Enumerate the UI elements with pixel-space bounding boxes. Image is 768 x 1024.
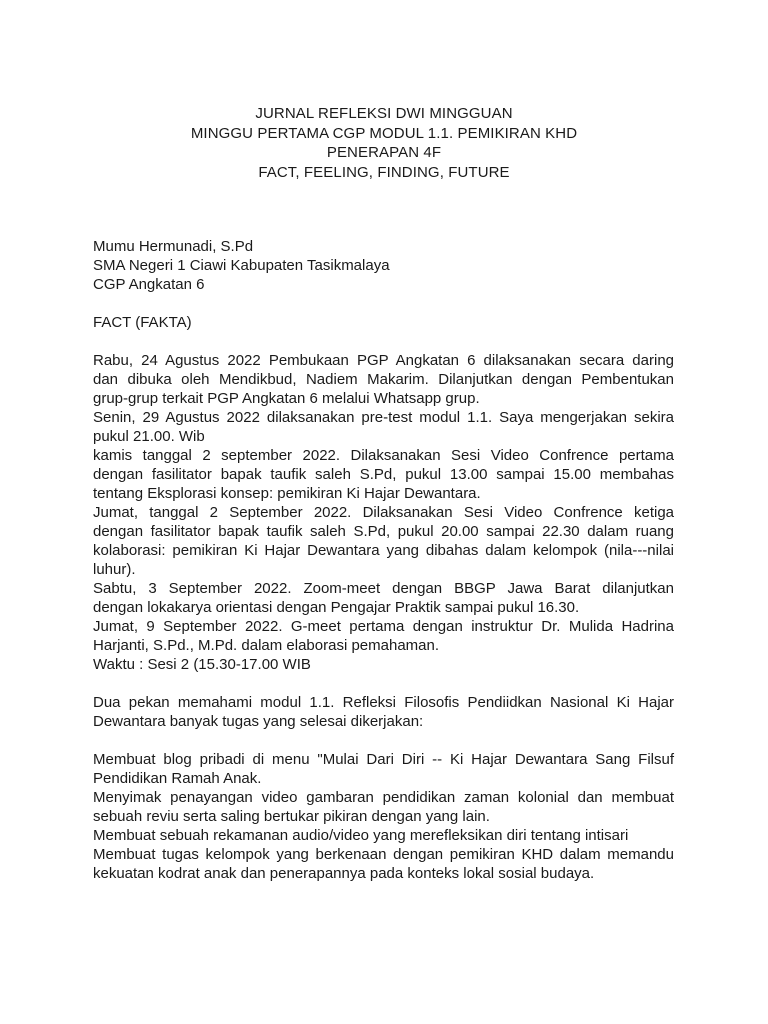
- title-line: JURNAL REFLEKSI DWI MINGGUAN: [255, 105, 513, 122]
- task-line: Membuat blog pribadi di menu "Mulai Dari Diri -- Ki Hajar Dewantara Sang Filsuf: [93, 751, 674, 768]
- fact-line: dan dibuka oleh Mendikbud, Nadiem Makarim. Dilanjutkan dengan Pembentukan: [93, 371, 674, 388]
- author-school: SMA Negeri 1 Ciawi Kabupaten Tasikmalaya: [93, 257, 390, 274]
- fact-line: tentang Eksplorasi konsep: pemikiran Ki Hajar Dewantara.: [93, 485, 481, 502]
- title-line: MINGGU PERTAMA CGP MODUL 1.1. PEMIKIRAN KHD: [190, 124, 578, 142]
- spacer: [93, 674, 674, 693]
- fact-line: luhur).: [93, 561, 136, 578]
- spacer: [93, 332, 674, 351]
- author-name: Mumu Hermunadi, S.Pd: [93, 238, 254, 255]
- fact-line: dengan fasilitator bapak taufik saleh S.Pd, pukul 13.00 sampai 15.00 membahas: [93, 466, 674, 483]
- author-cohort: CGP Angkatan 6: [93, 276, 205, 293]
- document-body: [93, 237, 674, 883]
- fact-line: dengan lokakarya orientasi dengan Pengajar Praktik sampai pukul 16.30.: [93, 599, 580, 616]
- fact-line: Waktu : Sesi 2 (15.30-17.00 WIB: [93, 656, 311, 673]
- title-line: PENERAPAN 4F: [326, 144, 442, 161]
- spacer: [93, 294, 674, 313]
- fact-line: dengan fasilitator bapak taufik saleh S.Pd, pukul 20.00 sampai 22.30 dalam ruang: [93, 523, 674, 540]
- fact-line: kamis tanggal 2 september 2022. Dilaksanakan Sesi Video Confrence pertama: [93, 447, 674, 464]
- fact-line: Harjanti, S.Pd., M.Pd. dalam elaborasi pemahaman.: [93, 637, 440, 654]
- fact-line: Senin, 29 Agustus 2022 dilaksanakan pre-test modul 1.1. Saya mengerjakan sekira: [93, 409, 674, 426]
- task-line: sebuah reviu serta saling bertukar pikiran dengan yang lain.: [93, 808, 490, 825]
- fact-heading: FACT (FAKTA): [93, 314, 192, 331]
- fact-line: grup-grup terkait PGP Angkatan 6 melalui Whatsapp grup.: [93, 390, 480, 407]
- fact-line: Sabtu, 3 September 2022. Zoom-meet dengan BBGP Jawa Barat dilanjutkan: [93, 580, 674, 597]
- document-title: [0, 104, 768, 182]
- task-line: Pendidikan Ramah Anak.: [93, 770, 262, 787]
- task-line: kekuatan kodrat anak dan penerapannya pada konteks lokal sosial budaya.: [93, 865, 595, 882]
- fact-line: Rabu, 24 Agustus 2022 Pembukaan PGP Angkatan 6 dilaksanakan secara daring: [93, 352, 674, 369]
- summary-line: Dua pekan memahami modul 1.1. Refleksi Filosofis Pendiidkan Nasional Ki Hajar: [93, 694, 674, 711]
- task-line: Menyimak penayangan video gambaran pendidikan zaman kolonial dan membuat: [93, 789, 674, 806]
- spacer: [93, 731, 674, 750]
- fact-line: Jumat, 9 September 2022. G-meet pertama dengan instruktur Dr. Mulida Hadrina: [93, 618, 674, 635]
- summary-line: Dewantara banyak tugas yang selesai dikerjakan:: [93, 713, 424, 730]
- fact-line: Jumat, tanggal 2 September 2022. Dilaksanakan Sesi Video Confrence ketiga: [93, 504, 674, 521]
- fact-line: pukul 21.00. Wib: [93, 428, 205, 445]
- fact-line: kolaborasi: pemikiran Ki Hajar Dewantara yang dibahas dalam kelompok (nila---nilai: [93, 542, 674, 559]
- task-line: Membuat sebuah rekamanan audio/video yang merefleksikan diri tentang intisari: [93, 827, 629, 844]
- title-line: FACT, FEELING, FINDING, FUTURE: [258, 163, 510, 181]
- task-line: Membuat tugas kelompok yang berkenaan dengan pemikiran KHD dalam memandu: [93, 846, 674, 863]
